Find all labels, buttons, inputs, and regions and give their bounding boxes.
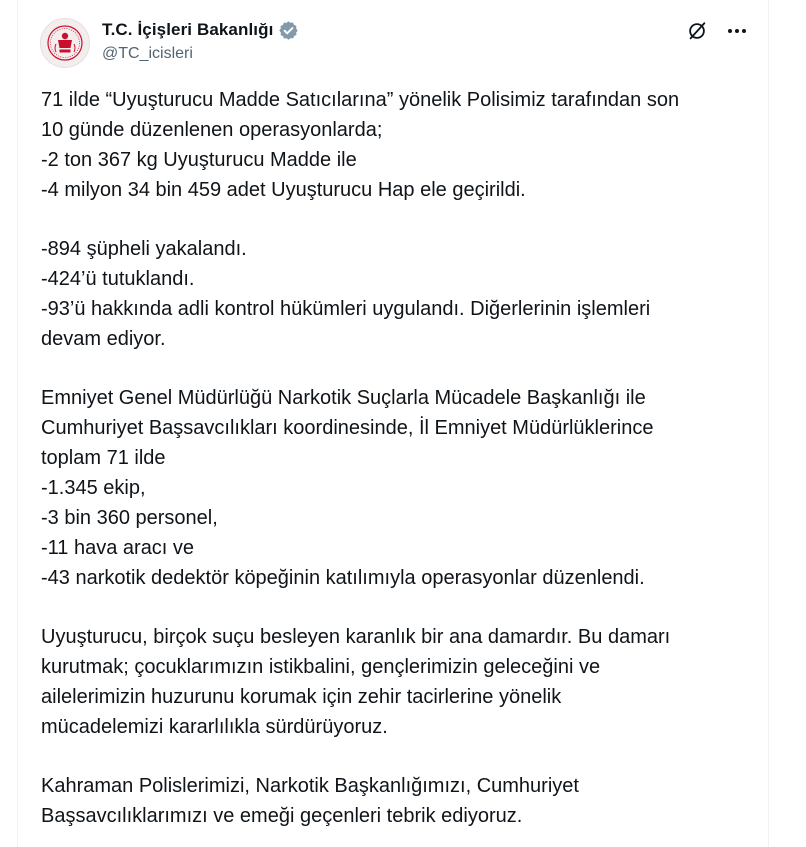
tweet-line: -894 şüpheli yakalandı. <box>41 238 247 260</box>
more-dots-icon[interactable] <box>726 20 748 42</box>
tweet-line: toplam 71 ilde <box>41 447 166 469</box>
grok-icon[interactable] <box>686 20 708 42</box>
tweet-line: -43 narkotik dedektör köpeğinin katılımıyla operasyonlar düzenlendi. <box>41 567 645 589</box>
paragraph-gap <box>41 205 761 234</box>
tweet-line: Emniyet Genel Müdürlüğü Narkotik Suçlarla Mücadele Başkanlığı ile <box>41 387 646 409</box>
tweet-line: -1.345 ekip, <box>41 477 146 499</box>
tweet-line: -424’ü tutuklandı. <box>41 268 195 290</box>
tweet-line: 10 günde düzenlenen operasyonlarda; <box>41 119 383 141</box>
header-actions <box>686 20 748 42</box>
tweet-text <box>41 85 761 831</box>
tweet-line: ailelerimizin huzurunu korumak için zehir tacirlerine yönelik <box>41 686 562 708</box>
author-display-name[interactable]: T.C. İçişleri Bakanlığı <box>102 20 274 39</box>
tweet-line: Başsavcılıklarımızı ve emeği geçenleri tebrik ediyoruz. <box>41 805 523 827</box>
tweet-line: devam ediyor. <box>41 328 166 350</box>
author-handle[interactable]: @TC_icisleri <box>102 45 193 62</box>
tweet-line: -11 hava aracı ve <box>41 537 195 559</box>
ministry-emblem-icon <box>45 23 85 63</box>
tweet-line: Cumhuriyet Başsavcılıkları koordinesinde, İl Emniyet Müdürlüklerince <box>41 417 654 439</box>
gray-verified-badge-icon[interactable] <box>278 20 299 41</box>
tweet-line: -93’ü hakkında adli kontrol hükümleri uygulandı. Diğerlerinin işlemleri <box>41 298 651 320</box>
paragraph-gap <box>41 593 761 622</box>
tweet-line: mücadelemizi kararlılıkla sürdürüyoruz. <box>41 716 388 738</box>
tweet-line: kurutmak; çocuklarımızın istikbalini, gençlerimizin geleceğini ve <box>41 656 601 678</box>
paragraph-gap <box>41 742 761 771</box>
avatar[interactable] <box>40 18 90 68</box>
tweet-header <box>40 16 748 68</box>
tweet-line: -3 bin 360 personel, <box>41 507 218 529</box>
tweet-line: 71 ilde “Uyuşturucu Madde Satıcılarına” yönelik Polisimiz tarafından son <box>41 89 680 111</box>
tweet-card <box>17 0 769 847</box>
author-names <box>102 19 299 63</box>
tweet-line: Kahraman Polislerimizi, Narkotik Başkanlığımızı, Cumhuriyet <box>41 775 579 797</box>
tweet-line: Uyuşturucu, birçok suçu besleyen karanlık bir ana damardır. Bu damarı <box>41 626 671 648</box>
tweet-line: -4 milyon 34 bin 459 adet Uyuşturucu Hap ele geçirildi. <box>41 179 526 201</box>
paragraph-gap <box>41 354 761 383</box>
tweet-line: -2 ton 367 kg Uyuşturucu Madde ile <box>41 149 357 171</box>
